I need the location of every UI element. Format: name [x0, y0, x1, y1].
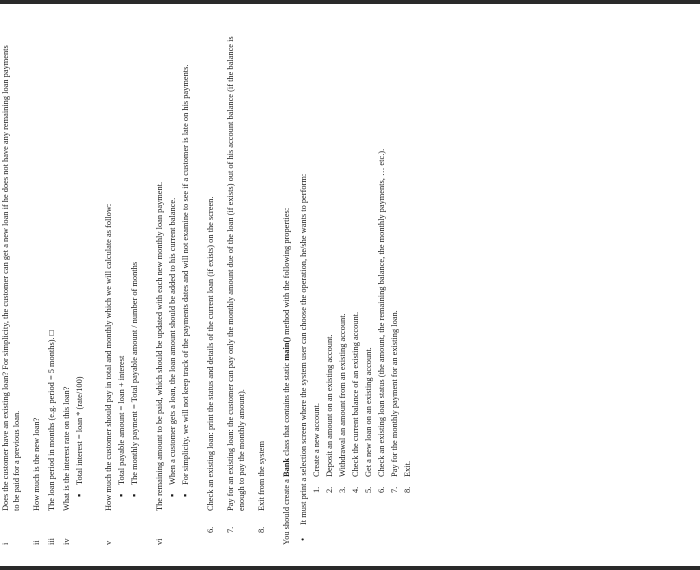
item-number: 7.: [226, 526, 235, 533]
roman-number: iv: [62, 538, 71, 545]
menu-item: [402, 25, 413, 493]
menu-item: [324, 25, 335, 493]
menu-list: [311, 25, 413, 493]
menu-text: Deposit an amount on an existing account.: [325, 334, 334, 477]
roman-number: iii: [47, 538, 56, 545]
menu-item: [337, 25, 348, 493]
requirement-text: It must print a selection screen where the system user can choose the operation, he/she wants to perform:: [299, 173, 308, 525]
roman-text: The remaining amount to be paid, which should be updated with each new monthly loan payment.: [155, 181, 164, 511]
bullet-dot: •: [298, 537, 308, 541]
roman-item-iii: [46, 25, 57, 545]
numbered-item-7: [225, 35, 247, 533]
roman-number: v: [104, 540, 113, 545]
sub-list: [167, 35, 191, 497]
item-text: Check an existing loan: print the status and details of the current loan (if exists) on the screen.: [206, 196, 215, 511]
sub-list: [116, 35, 140, 497]
roman-item-i: [0, 25, 22, 545]
sub-bullet: ▪ Total interest = loan * (rate/100): [74, 35, 85, 497]
bank-class-name: Bank: [282, 457, 291, 477]
menu-item: [363, 25, 374, 493]
menu-number: 1.: [312, 486, 321, 493]
menu-text: Pay for the monthly payment for an existing loan.: [390, 310, 399, 477]
sub-bullet: ▪ For simplicity, we will not keep track of the payments dates and will not examine to see if a customer is late on his payments.: [180, 35, 191, 497]
requirement-bullet: [298, 35, 309, 545]
roman-number: vi: [155, 538, 164, 545]
roman-item-iv: [61, 25, 85, 545]
item-text: Exit from the system: [257, 440, 266, 511]
bank-paragraph: [281, 35, 292, 545]
bottom-border: [0, 566, 700, 570]
roman-text: Does the customer have an existing loan? For simplicity, the customer can get a new loan if he does not have any remaining loan payments to be paid for a previous loan.: [1, 45, 21, 511]
para-text-after: method with the following properties:: [282, 207, 291, 337]
menu-text: Create a new account.: [312, 403, 321, 477]
menu-item: [389, 25, 400, 493]
item-text: Pay for an existing loan: the customer can pay only the monthly amount due of the loan (if exists) out of his account balance (if the balance is enough to pay the monthly amount).: [226, 36, 246, 511]
menu-number: 2.: [325, 486, 334, 493]
document-content: [0, 25, 415, 545]
roman-text: What is the interest rate on this loan?: [62, 386, 71, 511]
item-number: 6.: [206, 526, 215, 533]
roman-text: The loan period in months (e.g. period = 5 months). □: [47, 330, 56, 511]
roman-text: How much the customer should pay in total and monthly which we will calculate as follow:: [104, 203, 113, 511]
menu-text: Withdrawal an amount from an existing account.: [338, 313, 347, 477]
menu-text: Get a new loan on an existing account.: [364, 347, 373, 477]
numbered-item-8: [256, 35, 267, 533]
menu-item: [376, 25, 387, 493]
menu-text: Exit.: [403, 460, 412, 477]
roman-item-ii: [31, 25, 42, 545]
menu-item: [311, 25, 322, 493]
menu-number: 5.: [364, 486, 373, 493]
top-border: [0, 0, 700, 4]
para-text-before: You should create a: [282, 477, 291, 545]
para-text-middle: class that contains the static: [282, 360, 291, 458]
rotated-document-page: [0, 25, 700, 545]
sub-list: [74, 35, 85, 497]
menu-text: Check an existing loan status (the amount, the remaining balance, the monthly payments, … etc.).: [377, 148, 386, 477]
roman-number: i: [1, 542, 10, 545]
menu-number: 8.: [403, 486, 412, 493]
menu-item: [350, 25, 361, 493]
item-number: 8.: [257, 526, 266, 533]
sub-bullet: ▪ When a customer gets a loan, the loan amount should be added to his current balance.: [167, 35, 178, 497]
roman-text: How much is the new loan?: [32, 417, 41, 511]
main-method-name: main(): [282, 336, 291, 361]
menu-number: 3.: [338, 486, 347, 493]
roman-number: ii: [32, 540, 41, 545]
roman-item-v: [103, 25, 140, 545]
roman-item-vi: [154, 25, 191, 545]
menu-text: Check the current balance of an existing account.: [351, 311, 360, 477]
menu-number: 4.: [351, 486, 360, 493]
sub-bullet: ▪ Total payable amount = loan + interest: [116, 35, 127, 497]
menu-number: 7.: [390, 486, 399, 493]
sub-bullet: ▪ The monthly payment = Total payable amount / number of months: [129, 35, 140, 497]
menu-number: 6.: [377, 486, 386, 493]
numbered-item-6: [205, 35, 216, 533]
